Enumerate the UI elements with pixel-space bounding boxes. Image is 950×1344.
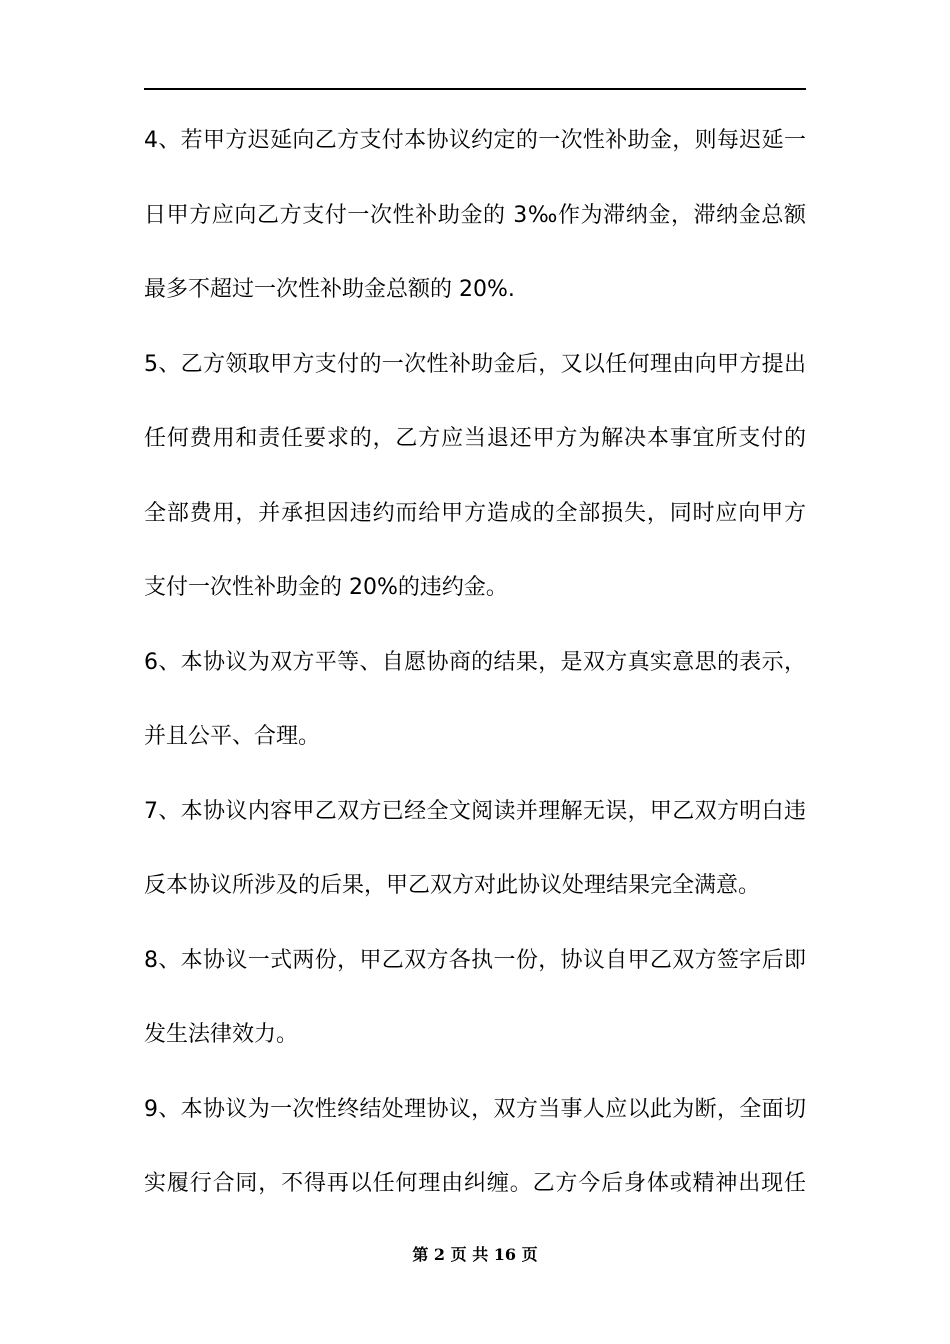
page-number: 第 2 页 共 16 页 (412, 1245, 538, 1264)
text-line: 日甲方应向乙方支付一次性补助金的 3‰作为滞纳金，滞纳金总额 (144, 202, 806, 228)
text-line: 并且公平、合理。 (144, 724, 321, 749)
text-line: 7、本协议内容甲乙双方已经全文阅读并理解无误，甲乙双方明白违 (144, 798, 806, 824)
text-line: 反本协议所涉及的后果，甲乙双方对此协议处理结果完全满意。 (144, 873, 761, 898)
text-line: 6、本协议为双方平等、自愿协商的结果，是双方真实意思的表示， (144, 649, 806, 675)
text-line: 8、本协议一式两份，甲乙双方各执一份，协议自甲乙双方签字后即 (144, 947, 806, 973)
text-line: 实履行合同，不得再以任何理由纠缠。乙方今后身体或精神出现任 (144, 1171, 806, 1196)
text-line: 任何费用和责任要求的，乙方应当退还甲方为解决本事宜所支付的 (144, 426, 806, 451)
text-line: 发生法律效力。 (144, 1022, 299, 1047)
text-line: 支付一次性补助金的 20%的违约金。 (144, 575, 508, 600)
text-line: 4、若甲方迟延向乙方支付本协议约定的一次性补助金，则每迟延一 (144, 128, 806, 153)
text-line: 5、乙方领取甲方支付的一次性补助金后，又以任何理由向甲方提出 (144, 351, 806, 377)
text-line: 全部费用，并承担因违约而给甲方造成的全部损失，同时应向甲方 (144, 500, 806, 526)
text-line: 9、本协议为一次性终结处理协议，双方当事人应以此为断，全面切 (144, 1096, 806, 1122)
document-body (144, 104, 806, 1222)
header-rule (144, 88, 806, 90)
text-line: 最多不超过一次性补助金总额的 20%. (144, 277, 515, 302)
